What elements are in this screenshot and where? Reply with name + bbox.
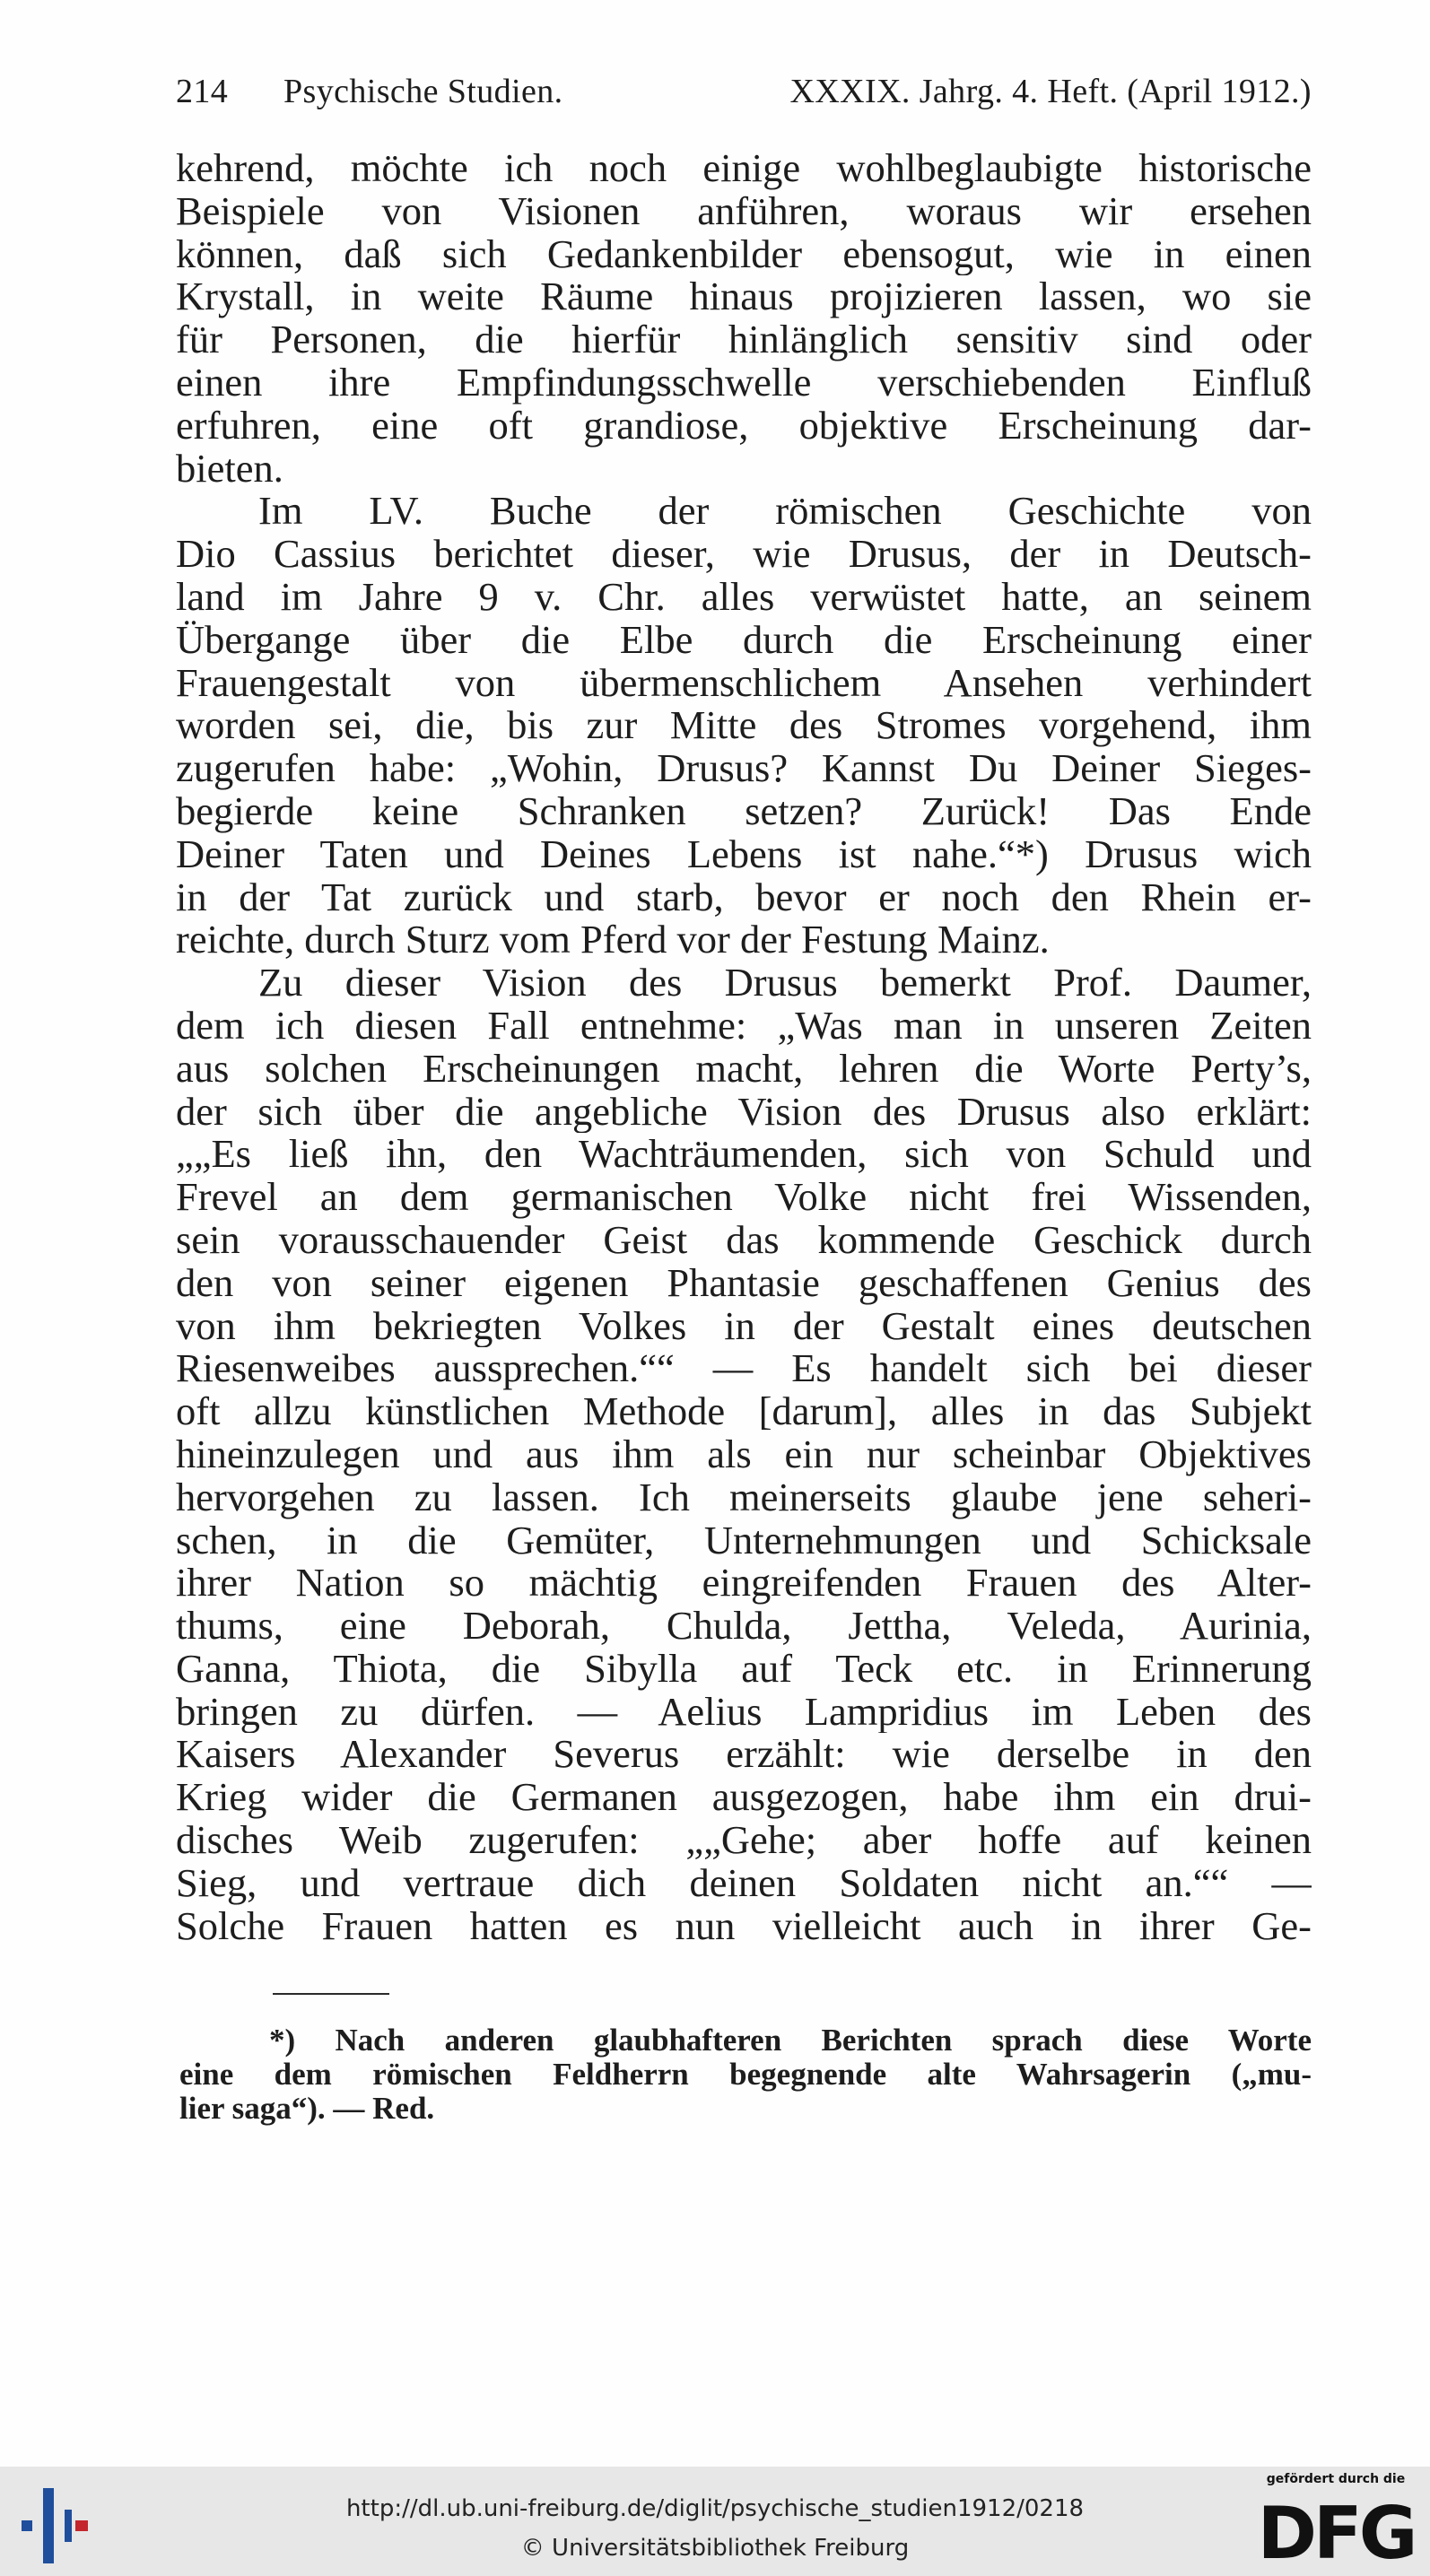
text-line: oft allzu künstlichen Methode [darum], alles in das Subjekt (176, 1390, 1312, 1433)
text-line: Krieg wider die Germanen ausgezogen, habe ihm ein drui- (176, 1776, 1312, 1820)
text-line: worden sei, die, bis zur Mitte des Stromes vorgehend, ihm (176, 704, 1312, 748)
page-number: 214 (176, 73, 229, 110)
text-line: Im LV. Buche der römischen Geschichte von (258, 490, 1312, 534)
text-line: Dio Cassius berichtet dieser, wie Drusus, der in Deutsch- (176, 533, 1312, 576)
text-line: ihrer Nation so mächtig eingreifenden Frauen des Alter- (176, 1562, 1312, 1606)
text-line: der sich über die angebliche Vision des Drusus also erklärt: (176, 1090, 1312, 1134)
text-line: den von seiner eigenen Phantasie geschaffenen Genius des (176, 1261, 1312, 1305)
permalink-link[interactable]: http://dl.ub.uni-freiburg.de/diglit/psychische_studien1912/0218 (345, 2495, 1085, 2522)
text-line: sein vorausschauender Geist das kommende Geschick durch (176, 1218, 1312, 1262)
footnote-line: *) Nach anderen glaubhafteren Berichten sprach diese Worte (269, 2023, 1312, 2058)
text-line: Beispiele von Visionen anführen, woraus wir ersehen (176, 189, 1312, 233)
text-line: disches Weib zugerufen: „„Gehe; aber hoffe auf keinen (176, 1819, 1312, 1862)
running-head (176, 72, 1312, 126)
text-line: Übergange über die Elbe durch die Erscheinung einer (176, 618, 1312, 662)
text-line: land im Jahre 9 v. Chr. alles verwüstet hatte, an seinem (176, 575, 1312, 619)
text-line: Zu dieser Vision des Drusus bemerkt Prof. Daumer, (258, 962, 1312, 1005)
text-line: Sieg, und vertraue dich deinen Soldaten nicht an.““ — (176, 1861, 1312, 1905)
text-line: erfuhren, eine oft grandiose, objektive Erscheinung dar- (176, 404, 1312, 448)
text-line: können, daß sich Gedankenbilder ebensogut, wie in einen (176, 232, 1312, 276)
footnote-divider (273, 1993, 389, 1995)
text-line: „„Es ließ ihn, den Wachträumenden, sich von Schuld und (176, 1133, 1312, 1177)
dfg-logo-icon (1258, 2492, 1414, 2569)
text-line: Deiner Taten und Deines Lebens ist nahe.“*) Drusus wich (176, 832, 1312, 876)
text-line: Solche Frauen hatten es nun vielleicht auch in ihrer Ge- (176, 1904, 1312, 1948)
text-line: Krystall, in weite Räume hinaus projizieren lassen, wo sie (176, 275, 1312, 319)
text-line: für Personen, die hierfür hinlänglich sensitiv sind oder (176, 318, 1312, 361)
text-line: in der Tat zurück und starb, bevor er noch den Rhein er- (176, 875, 1312, 919)
text-line: Riesenweibes aussprechen.““ — Es handelt sich bei dieser (176, 1347, 1312, 1391)
text-line: von ihm bekriegten Volkes in der Gestalt eines deutschen (176, 1304, 1312, 1348)
issue-info: XXXIX. Jahrg. 4. Heft. (April 1912.) (789, 73, 1312, 110)
footnote (179, 2023, 1312, 2126)
text-line: Frauengestalt von übermenschlichem Ansehen verhindert (176, 661, 1312, 705)
text-line: hervorgehen zu lassen. Ich meinerseits glaube jene seheri- (176, 1475, 1312, 1519)
text-line: Ganna, Thiota, die Sibylla auf Teck etc. in Erinnerung (176, 1647, 1312, 1691)
text-line: kehrend, möchte ich noch einige wohlbeglaubigte historische (176, 147, 1312, 190)
dfg-caption: gefördert durch die (1266, 2472, 1406, 2486)
footnote-line: eine dem römischen Feldherrn begegnende alte Wahrsagerin („mu- (179, 2058, 1312, 2092)
text-line: begierde keine Schranken setzen? Zurück! Das Ende (176, 789, 1312, 833)
viewer-footer (0, 2467, 1430, 2576)
text-line: bieten. (176, 447, 283, 491)
journal-title: Psychische Studien. (283, 73, 563, 110)
dfg-badge (1256, 2472, 1416, 2572)
text-line: thums, eine Deborah, Chulda, Jettha, Veleda, Aurinia, (176, 1605, 1312, 1648)
text-line: schen, in die Gemüter, Unternehmungen und Schicksale (176, 1519, 1312, 1562)
text-line: hineinzulegen und aus ihm als ein nur scheinbar Objektives (176, 1432, 1312, 1476)
text-line: Frevel an dem germanischen Volke nicht frei Wissenden, (176, 1176, 1312, 1219)
svg-text:DFG: DFG (1258, 2492, 1414, 2569)
text-line: zugerufen habe: „Wohin, Drusus? Kannst Du Deiner Sieges- (176, 747, 1312, 790)
text-line: bringen zu dürfen. — Aelius Lampridius im Leben des (176, 1690, 1312, 1734)
body-text (176, 147, 1312, 1947)
text-line: einen ihre Empfindungsschwelle verschiebenden Einfluß (176, 361, 1312, 405)
text-line: Kaisers Alexander Severus erzählt: wie derselbe in den (176, 1733, 1312, 1777)
text-line: dem ich diesen Fall entnehme: „Was man in unseren Zeiten (176, 1004, 1312, 1048)
copyright-notice: © Universitätsbibliothek Freiburg (520, 2535, 910, 2562)
footnote-line: lier saga“). — Red. (179, 2092, 435, 2126)
text-line: aus solchen Erscheinungen macht, lehren die Worte Perty’s, (176, 1047, 1312, 1091)
text-line: reichte, durch Sturz vom Pferd vor der Festung Mainz. (176, 918, 1050, 962)
